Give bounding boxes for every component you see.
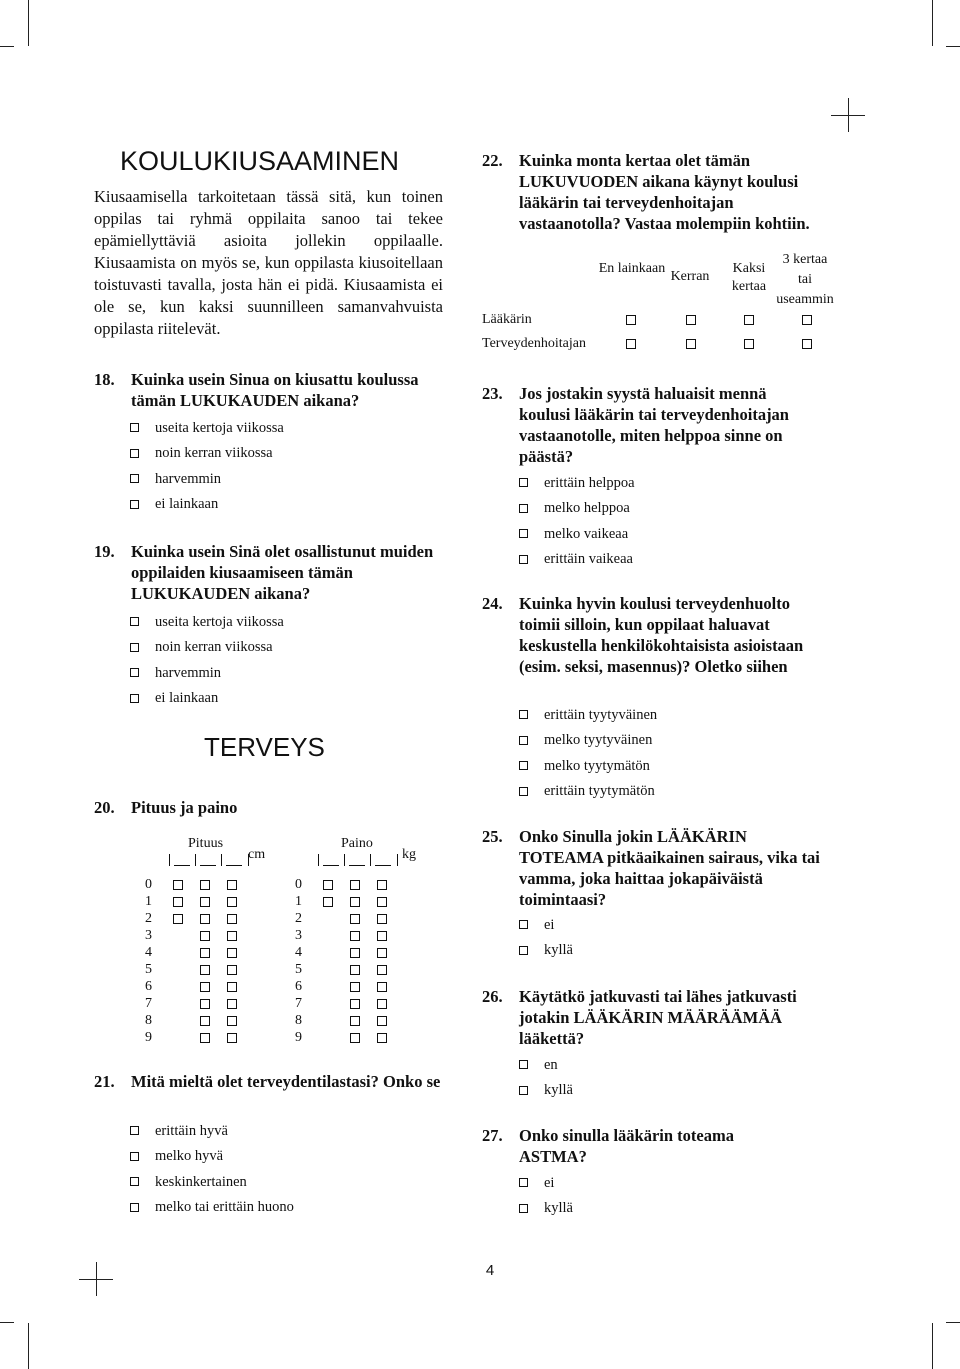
question-23: 23. Jos jostakin syystä haluaisit mennä koulusi lääkärin tai terveydenhoitajan vastaanotolle, miten helppoa sinne on päästä? (482, 384, 789, 466)
height-digit-checkbox[interactable] (227, 965, 237, 975)
option[interactable]: erittäin vaikeaa (519, 547, 635, 573)
section-title-terveys: TERVEYS (204, 732, 325, 762)
checkbox[interactable] (744, 339, 754, 349)
option[interactable]: harvemmin (130, 466, 284, 492)
crop-mark (932, 0, 933, 46)
checkbox[interactable] (519, 1204, 528, 1213)
crop-mark (28, 0, 29, 46)
checkbox[interactable] (519, 1178, 528, 1187)
checkbox[interactable] (130, 643, 139, 652)
height-digit-checkbox[interactable] (200, 1033, 210, 1043)
option[interactable]: erittäin helppoa (519, 470, 635, 496)
crop-mark (28, 1323, 29, 1369)
option[interactable]: melko hyvä (130, 1144, 294, 1170)
checkbox[interactable] (626, 339, 636, 349)
crop-mark (0, 1322, 14, 1323)
weight-digit-checkbox[interactable] (350, 948, 360, 958)
option[interactable]: kyllä (519, 938, 573, 964)
height-digit-checkbox[interactable] (227, 914, 237, 924)
checkbox[interactable] (519, 504, 528, 513)
weight-digit-checkbox[interactable] (377, 931, 387, 941)
column-header: Kaksi kertaa (731, 261, 767, 294)
height-digit-grid (145, 877, 255, 1047)
height-digit-checkbox[interactable] (200, 897, 210, 907)
height-digit-label: 1 (145, 894, 152, 909)
height-entry-boxes (169, 854, 249, 866)
q22-matrix (482, 250, 842, 360)
checkbox[interactable] (626, 315, 636, 325)
height-digit-checkbox[interactable] (227, 948, 237, 958)
checkbox[interactable] (519, 1060, 528, 1069)
weight-digit-checkbox[interactable] (350, 1033, 360, 1043)
row-label-laakari: Lääkärin (482, 312, 532, 327)
weight-digit-label: 9 (295, 1030, 302, 1045)
height-digit-checkbox[interactable] (200, 931, 210, 941)
question-21: 21. Mitä mieltä olet terveydentilastasi? Onko se (94, 1072, 441, 1091)
height-digit-checkbox[interactable] (227, 1016, 237, 1026)
option[interactable]: en (519, 1052, 573, 1078)
height-digit-checkbox[interactable] (227, 982, 237, 992)
option[interactable]: keskinkertainen (130, 1169, 294, 1195)
checkbox[interactable] (130, 668, 139, 677)
row-label-terveydenhoitaja: Terveydenhoitajan (482, 336, 586, 351)
checkbox[interactable] (130, 617, 139, 626)
question-25: 25. Onko Sinulla jokin LÄÄKÄRIN TOTEAMA pitkäaikainen sairaus, vika tai vamma, joka haittaa jokapäiväistä toimintaasi? (482, 827, 820, 909)
option[interactable]: ei (519, 912, 573, 938)
weight-digit-checkbox[interactable] (350, 965, 360, 975)
question-20: 20. Pituus ja paino (94, 798, 238, 817)
checkbox[interactable] (519, 787, 528, 796)
height-digit-label: 7 (145, 996, 152, 1011)
weight-digit-checkbox[interactable] (350, 897, 360, 907)
column-header: En lainkaan (598, 261, 666, 276)
crop-mark (946, 1322, 960, 1323)
height-digit-checkbox[interactable] (227, 897, 237, 907)
height-digit-checkbox[interactable] (200, 948, 210, 958)
q23-options (519, 470, 635, 572)
q26-options (519, 1052, 573, 1103)
height-digit-checkbox[interactable] (227, 931, 237, 941)
height-digit-checkbox[interactable] (227, 999, 237, 1009)
checkbox[interactable] (686, 339, 696, 349)
height-digit-checkbox[interactable] (200, 965, 210, 975)
option[interactable]: useita kertoja viikossa (130, 415, 284, 441)
height-digit-checkbox[interactable] (173, 880, 183, 890)
weight-entry-boxes (318, 854, 398, 866)
weight-digit-checkbox[interactable] (377, 914, 387, 924)
weight-digit-label: 2 (295, 911, 302, 926)
checkbox[interactable] (519, 761, 528, 770)
page-number: 4 (485, 1262, 495, 1279)
checkbox[interactable] (802, 315, 812, 325)
height-digit-label: 6 (145, 979, 152, 994)
checkbox[interactable] (519, 1086, 528, 1095)
registration-mark (79, 1279, 113, 1280)
question-26: 26. Käytätkö jatkuvasti tai lähes jatkuvasti jotakin LÄÄKÄRIN MÄÄRÄÄMÄÄ lääkettä? (482, 987, 797, 1048)
option[interactable]: ei lainkaan (130, 686, 284, 712)
option[interactable]: erittäin tyytymätön (519, 779, 657, 805)
weight-digit-label: 6 (295, 979, 302, 994)
option[interactable]: useita kertoja viikossa (130, 609, 284, 635)
column-header: Kerran (670, 269, 710, 284)
weight-digit-checkbox[interactable] (350, 931, 360, 941)
weight-digit-checkbox[interactable] (377, 1016, 387, 1026)
question-24: 24. Kuinka hyvin koulusi terveydenhuolto toimii silloin, kun oppilaat haluavat keskustella henkilökohtaisista asioistaan (esim. seksi, masennus)? Oletko siihen (482, 594, 804, 676)
checkbox[interactable] (519, 920, 528, 929)
weight-digit-checkbox[interactable] (377, 999, 387, 1009)
checkbox[interactable] (130, 1203, 139, 1212)
checkbox[interactable] (130, 474, 139, 483)
option[interactable]: harvemmin (130, 660, 284, 686)
weight-digit-label: 0 (295, 877, 302, 892)
q25-options (519, 912, 573, 963)
checkbox[interactable] (744, 315, 754, 325)
checkbox[interactable] (802, 339, 812, 349)
height-digit-checkbox[interactable] (200, 982, 210, 992)
crop-mark (0, 46, 14, 47)
weight-digit-label: 3 (295, 928, 302, 943)
option[interactable]: kyllä (519, 1196, 573, 1222)
q21-options (130, 1118, 294, 1220)
option[interactable]: erittäin tyytyväinen (519, 702, 657, 728)
q19-options (130, 609, 284, 711)
checkbox[interactable] (130, 1177, 139, 1186)
height-digit-checkbox[interactable] (200, 880, 210, 890)
height-digit-label: 5 (145, 962, 152, 977)
checkbox[interactable] (519, 478, 528, 487)
height-digit-label: 4 (145, 945, 152, 960)
height-digit-checkbox[interactable] (227, 880, 237, 890)
height-digit-checkbox[interactable] (200, 914, 210, 924)
weight-digit-checkbox[interactable] (350, 982, 360, 992)
section-title: KOULUKIUSAAMINEN (120, 146, 400, 176)
option[interactable]: ei (519, 1170, 573, 1196)
weight-digit-grid (295, 877, 405, 1047)
height-digit-label: 3 (145, 928, 152, 943)
option[interactable]: melko tyytyväinen (519, 728, 657, 754)
weight-digit-checkbox[interactable] (377, 982, 387, 992)
height-digit-label: 9 (145, 1030, 152, 1045)
weight-digit-checkbox[interactable] (350, 880, 360, 890)
weight-digit-checkbox[interactable] (350, 1016, 360, 1026)
checkbox[interactable] (519, 529, 528, 538)
crop-mark (946, 46, 960, 47)
weight-digit-checkbox[interactable] (323, 897, 333, 907)
height-label: Pituus (188, 836, 224, 851)
checkbox[interactable] (130, 449, 139, 458)
question-27: 27. Onko sinulla lääkärin toteama ASTMA? (482, 1126, 734, 1166)
weight-digit-label: 4 (295, 945, 302, 960)
weight-digit-label: 5 (295, 962, 302, 977)
height-digit-checkbox[interactable] (173, 914, 183, 924)
option[interactable]: noin kerran viikossa (130, 635, 284, 661)
weight-digit-label: 1 (295, 894, 302, 909)
height-digit-checkbox[interactable] (173, 897, 183, 907)
weight-digit-checkbox[interactable] (350, 999, 360, 1009)
weight-unit: kg (402, 847, 416, 862)
checkbox[interactable] (130, 1152, 139, 1161)
option[interactable]: melko helppoa (519, 496, 635, 522)
option[interactable]: ei lainkaan (130, 492, 284, 518)
checkbox[interactable] (519, 736, 528, 745)
weight-digit-checkbox[interactable] (377, 948, 387, 958)
option[interactable]: noin kerran viikossa (130, 441, 284, 467)
height-digit-checkbox[interactable] (227, 1033, 237, 1043)
registration-mark (831, 115, 865, 116)
weight-digit-label: 8 (295, 1013, 302, 1028)
column-header: 3 kertaa tai useammin (776, 252, 834, 307)
height-digit-checkbox[interactable] (200, 1016, 210, 1026)
checkbox[interactable] (130, 500, 139, 509)
height-unit: cm (248, 847, 266, 862)
checkbox[interactable] (130, 1126, 139, 1135)
option[interactable]: melko tai erittäin huono (130, 1195, 294, 1221)
height-digit-label: 8 (145, 1013, 152, 1028)
weight-digit-checkbox[interactable] (377, 965, 387, 975)
weight-digit-label: 7 (295, 996, 302, 1011)
checkbox[interactable] (130, 694, 139, 703)
checkbox[interactable] (130, 423, 139, 432)
weight-label: Paino (341, 836, 373, 851)
checkbox[interactable] (519, 946, 528, 955)
checkbox[interactable] (686, 315, 696, 325)
option[interactable]: melko vaikeaa (519, 521, 635, 547)
crop-mark (932, 1323, 933, 1369)
height-digit-checkbox[interactable] (200, 999, 210, 1009)
weight-digit-checkbox[interactable] (377, 880, 387, 890)
q27-options (519, 1170, 573, 1221)
height-digit-label: 2 (145, 911, 152, 926)
option[interactable]: erittäin hyvä (130, 1118, 294, 1144)
intro-text: Kiusaamisella tarkoitetaan tässä sitä, kun toinen oppilas tai ryhmä oppilaita sanoo tai tekee epämiellyttäviä asioita jollekin oppilaalle. Kiusaamista on myös se, kun oppilasta kiusoitellaan toistuvasti tavalla, josta hän ei pidä. Kiusaamista ei ole se, kun kaksi suunnilleen samanvahvuista oppilasta riitelevät. (94, 187, 443, 338)
option[interactable]: melko tyytymätön (519, 753, 657, 779)
weight-digit-checkbox[interactable] (377, 897, 387, 907)
weight-digit-checkbox[interactable] (323, 880, 333, 890)
question-19: 19. Kuinka usein Sinä olet osallistunut muiden oppilaiden kiusaamiseen tämän LUKUKAUDEN aikana? (94, 542, 434, 603)
weight-digit-checkbox[interactable] (377, 1033, 387, 1043)
question-18: 18. Kuinka usein Sinua on kiusattu koulussa tämän LUKUKAUDEN aikana? (94, 370, 419, 410)
weight-digit-checkbox[interactable] (350, 914, 360, 924)
height-digit-label: 0 (145, 877, 152, 892)
option[interactable]: kyllä (519, 1078, 573, 1104)
checkbox[interactable] (519, 555, 528, 564)
question-22: 22. Kuinka monta kertaa olet tämän LUKUVUODEN aikana käynyt koulusi lääkärin tai terveydenhoitajan vastaanotolla? Vastaa molempiin kohtiin. (482, 151, 810, 233)
q18-options (130, 415, 284, 517)
checkbox[interactable] (519, 710, 528, 719)
q24-options (519, 702, 657, 804)
